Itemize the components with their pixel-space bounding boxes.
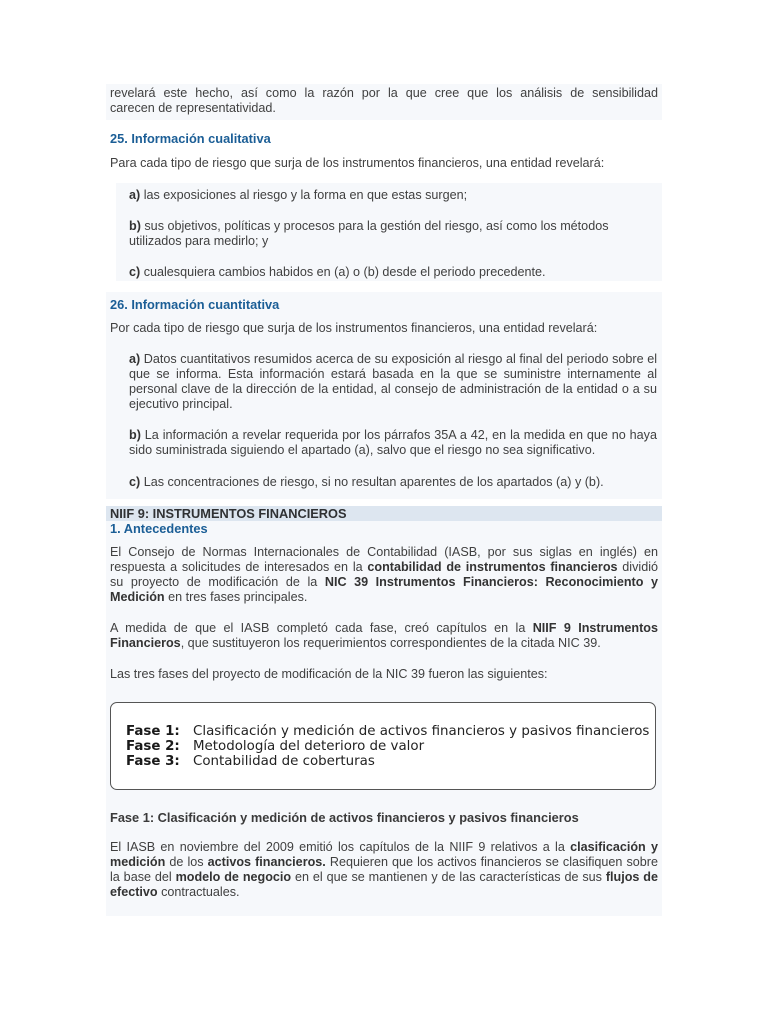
section-26-lead: Por cada tipo de riesgo que surja de los instrumentos financieros, una entidad revelará: xyxy=(110,321,598,335)
p1-bold-1: contabilidad de instrumentos financieros xyxy=(367,560,618,574)
antecedentes-paragraph-2 xyxy=(110,621,658,651)
section-26-title: 26. Información cuantitativa xyxy=(110,297,280,312)
antecedentes-paragraph-1 xyxy=(110,545,658,605)
p2-bold-1: NIIF 9 Instrumentos Financieros xyxy=(110,621,658,650)
s25-item-c xyxy=(129,265,659,280)
s25-item-a-text: las exposiciones al riesgo y la forma en que estas surgen; xyxy=(140,188,468,202)
p2-text-1: A medida de que el IASB completó cada fase, creó capítulos en la xyxy=(110,621,533,635)
phase-row-1 xyxy=(126,724,649,740)
s26-item-c-label: c) xyxy=(129,475,141,489)
s25-item-b-text: sus objetivos, políticas y procesos para la gestión del riesgo, así como los métodos utilizados para medirlo; y xyxy=(129,219,609,248)
p1-text-1: El Consejo de Normas Internacionales de Contabilidad (IASB, por sus siglas en inglés) en respuesta a solicitudes de interesados en la xyxy=(110,545,658,574)
s25-item-c-text: cualesquiera cambios habidos en (a) o (b) desde el periodo precedente. xyxy=(140,265,546,279)
phase-2-label: Fase 2: xyxy=(126,739,180,754)
phase-row-2 xyxy=(126,739,424,755)
p4-text-5: contractuales. xyxy=(157,885,240,899)
phase-1-heading: Fase 1: Clasificación y medición de activos financieros y pasivos financieros xyxy=(110,810,579,825)
antecedentes-paragraph-3: Las tres fases del proyecto de modificación de la NIC 39 fueron las siguientes: xyxy=(110,667,548,681)
s26-item-b xyxy=(129,428,657,458)
phase-1-text: Clasificación y medición de activos financieros y pasivos financieros xyxy=(193,724,650,739)
p1-bold-2: NIC 39 Instrumentos Financieros: Reconocimiento y Medición xyxy=(110,575,659,604)
s25-item-b-label: b) xyxy=(129,219,141,233)
intro-paragraph xyxy=(110,86,658,116)
s25-item-b xyxy=(129,219,659,249)
p4-bold-2: activos financieros. xyxy=(207,855,326,869)
p4-bold-1: clasificación y medición xyxy=(110,840,658,869)
phase-3-text: Contabilidad de coberturas xyxy=(193,754,375,769)
section-25-lead: Para cada tipo de riesgo que surja de los instrumentos financieros, una entidad revelará: xyxy=(110,156,605,170)
p1-text-2: dividió su proyecto de modificación de la xyxy=(110,560,659,589)
s25-item-a xyxy=(129,188,659,203)
s25-item-c-label: c) xyxy=(129,265,141,279)
section-25-title: 25. Información cualitativa xyxy=(110,131,271,146)
p2-text-2: , que sustituyeron los requerimientos correspondientes de la citada NIC 39. xyxy=(180,636,601,650)
p4-text-1: El IASB en noviembre del 2009 emitió los capítulos de la NIIF 9 relativos a la xyxy=(110,840,571,854)
s26-item-c-text: Las concentraciones de riesgo, si no resultan aparentes de los apartados (a) y (b). xyxy=(140,475,604,489)
p4-bold-3: modelo de negocio xyxy=(175,870,292,884)
phase-2-text: Metodología del deterioro de valor xyxy=(193,739,425,754)
intro-line-1: revelará este hecho, así como la razón por la que cree que los análisis de sensibilidad xyxy=(110,86,658,100)
antecedentes-title: 1. Antecedentes xyxy=(110,521,208,536)
phase-1-paragraph xyxy=(110,840,658,900)
phases-box xyxy=(110,702,656,790)
s26-item-c xyxy=(129,475,657,490)
s26-item-a-label: a) xyxy=(129,352,141,366)
s26-item-a xyxy=(129,352,657,412)
p4-text-3: Requieren que los activos financieros se clasifiquen sobre la base del xyxy=(110,855,659,884)
p1-text-3: en tres fases principales. xyxy=(164,590,308,604)
niif9-banner: NIIF 9: INSTRUMENTOS FINANCIEROS xyxy=(110,506,347,521)
s26-item-a-text: Datos cuantitativos resumidos acerca de su exposición al riesgo al final del periodo sobre el que se informa. Esta información estará basada en la que se suministre internamente al personal clave de la dirección de la entidad, al consejo de administración de la entidad o a su ejecutivo principal. xyxy=(129,352,657,411)
phase-row-3 xyxy=(126,754,375,770)
p4-text-4: en el que se mantienen y de las características de sus xyxy=(291,870,606,884)
s26-item-b-label: b) xyxy=(129,428,141,442)
p4-text-2: de los xyxy=(165,855,208,869)
phase-1-label: Fase 1: xyxy=(126,724,180,739)
phase-3-label: Fase 3: xyxy=(126,754,180,769)
intro-line-2: carecen de representatividad. xyxy=(110,101,276,115)
p4-bold-4: flujos de efectivo xyxy=(110,870,659,899)
s26-item-b-text: La información a revelar requerida por los párrafos 35A a 42, en la medida en que no haya sido suministrada siguiendo el apartado (a), salvo que el riesgo no sea significativo. xyxy=(129,428,657,457)
s25-item-a-label: a) xyxy=(129,188,141,202)
